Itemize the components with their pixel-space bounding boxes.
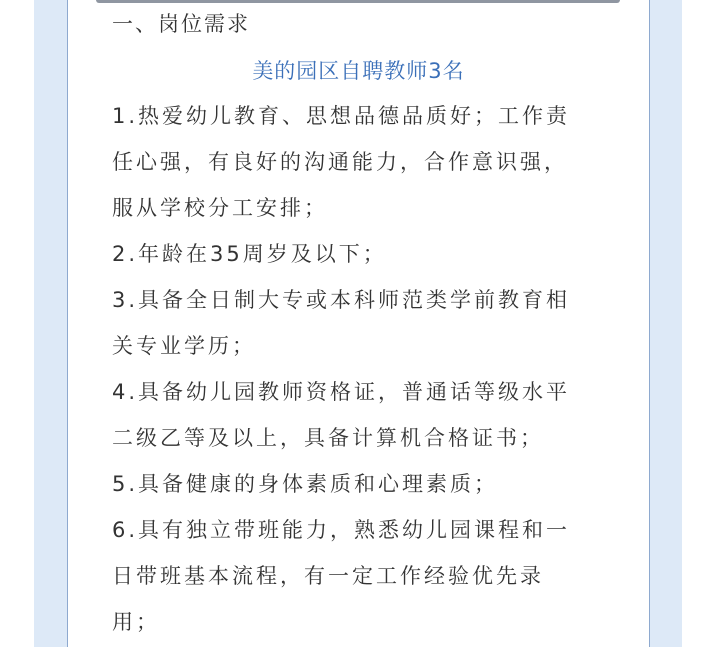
requirement-line: 5.具备健康的身体素质和心理素质；	[112, 472, 499, 496]
top-image-edge	[96, 0, 620, 3]
requirement-line: 3.具备全日制大专或本科师范类学前教育相	[112, 288, 571, 312]
position-title: 美的园区自聘教师3名	[252, 59, 465, 83]
right-side-panel	[650, 0, 682, 647]
requirement-line: 1.热爱幼儿教育、思想品德品质好；工作责	[112, 104, 571, 128]
requirement-line: 关专业学历；	[112, 334, 256, 358]
requirement-line: 2.年龄在35周岁及以下；	[112, 242, 387, 266]
section-heading: 一、岗位需求	[112, 12, 250, 36]
requirement-line: 服从学校分工安排；	[112, 196, 328, 220]
requirement-line: 二级乙等及以上，具备计算机合格证书；	[112, 426, 544, 450]
left-side-panel	[34, 0, 68, 647]
requirement-line: 用；	[112, 610, 160, 634]
requirement-line: 日带班基本流程，有一定工作经验优先录	[112, 564, 544, 588]
requirement-line: 任心强，有良好的沟通能力，合作意识强，	[112, 150, 568, 174]
requirement-line: 6.具有独立带班能力，熟悉幼儿园课程和一	[112, 518, 571, 542]
requirement-line: 4.具备幼儿园教师资格证，普通话等级水平	[112, 380, 571, 404]
